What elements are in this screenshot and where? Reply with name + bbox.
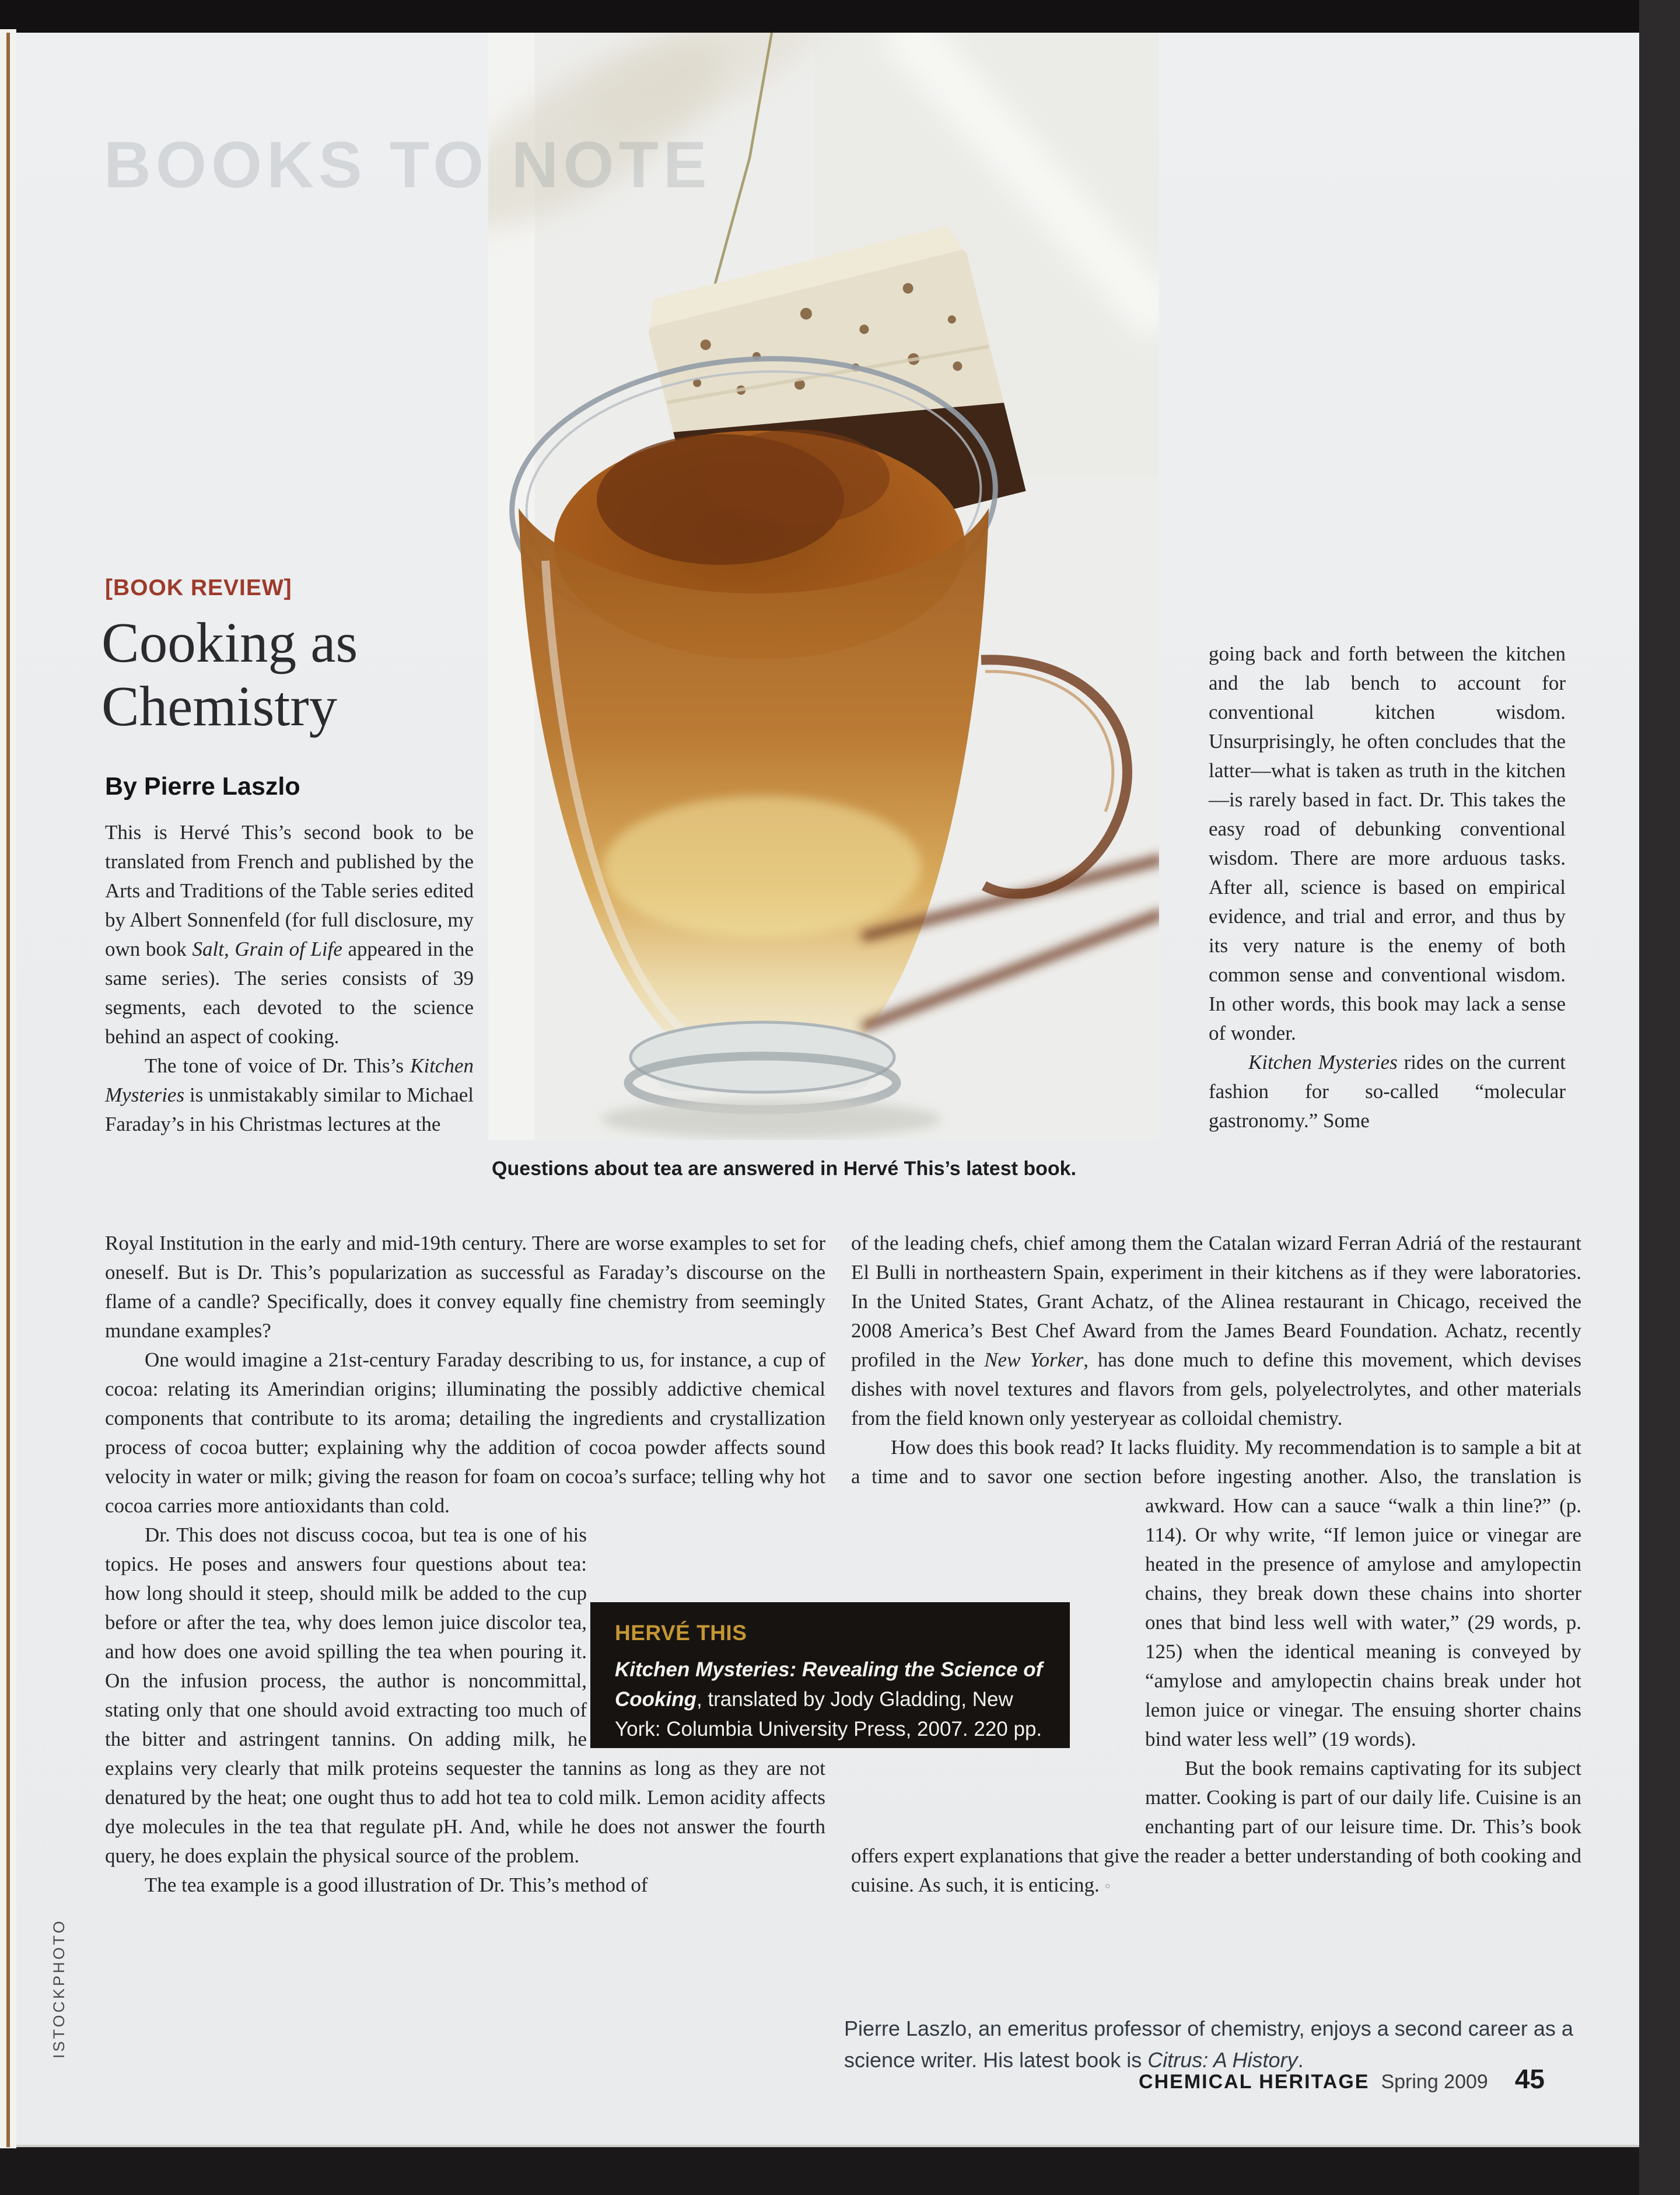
book-author: HERVÉ THIS [615, 1621, 747, 1645]
scan-border-top [0, 0, 1680, 33]
page-footer [1139, 2063, 1545, 2095]
page-spine-line [6, 33, 10, 2147]
issue-label: Spring 2009 [1381, 2071, 1488, 2093]
paragraph: The tone of voice of Dr. This’s Kitchen Mysteries is unmistakably similar to Michael Faraday’s in his Christmas lectures at the [105, 1054, 474, 1135]
paragraph: This is Hervé This’s second book to be translated from French and published by the Arts and Traditions of the Table series edited by Albert Sonnenfeld (for full disclosure, my own book Salt, Grain of Life appeared in the same series). The series consists of 39 segments, each devoted to the science behind an aspect of cooking. [105, 821, 474, 1048]
paragraph: The tea example is a good illustration of Dr. This’s method of [145, 1874, 648, 1896]
column-right-wide [851, 1229, 1581, 1901]
paragraph: Kitchen Mysteries rides on the current fashion for so-called “molecular gastronomy.” Some [1209, 1051, 1566, 1132]
ghost-section-heading: BOOKS TO NOTE [104, 128, 712, 201]
paragraph-text: “walk a thin line?” (p. 114). Or why write, “If lemon juice or vinegar are heated in the presence of amylose and amylopectin chains, they break down these chains into shorter ones that bind less well with water,” (29 words, p. 125) when the identical meaning is conveyed by “amylose and amylopectin chains break under hot lemon juice or vinegar. The ensuing shorter chains bind water less well” (19 words). [1145, 1494, 1581, 1750]
book-publisher: , translated by Jody Gladding, New York: Columbia University Press, 2007. 220 pp. [615, 1688, 1042, 1740]
paragraph: Royal Institution in the early and mid-19th century. There are worse examples to set for oneself. But is Dr. This’s popularization as successful as Faraday’s discourse on the flame of a candle? Specifically, does it convey equally fine chemistry from seemingly mundane examples? [105, 1232, 825, 1342]
paragraph-text: But the book remains captivating for its subject matter. Cooking is part of our daily life. Cuisine is an enchanting part of our leisure time. Dr. This’s book offers expert explanations that give the reader a better understanding of both cooking and cuisine. As such, it is enticing. [851, 1757, 1581, 1896]
author-bio: Pierre Laszlo, an emeritus professor of chemistry, enjoys a second career as a science writer. His latest book is Citrus: A History. [844, 2016, 1573, 2072]
paragraph: One would imagine a 21st-century Faraday describing to us, for instance, a cup of cocoa: relating its Amerindian origins; illuminating the possibly addictive chemical components that contribute to its aroma; detailing the ingredients and crystallization process of cocoa butter; explaining why the addition of cocoa powder affects sound velocity in water or milk; giving the reason for foam on cocoa’s surface; telling why hot cocoa carries more antioxidants than cold. [105, 1348, 825, 1517]
scan-border-bottom [0, 2147, 1680, 2195]
paragraph-text: How does this book read? It lacks fluidity. My recommendation is to sample a bit at a time and to savor one section before ingesting another. Also, the translation is awkward. How can a sauce [851, 1436, 1581, 1517]
byline: By Pierre Laszlo [105, 773, 300, 801]
paragraph-text: Dr. This does not discuss cocoa, but tea is one of his topics. He poses and answers four questions about tea: how long should it steep, should milk be added to the cup before or after the tea, why does lemon juice discolor tea, and how does one avoid spilling the tea when pouring it. On the infusion process, the author is noncommittal, stating only that one should avoid extracting too much of the bitter and astringent tannins. On adding milk, he explains very clearly that milk proteins sequester the tannins as long as they are not denatured by the heat; one ought thus to add hot tea to cold milk. Lemon acidity affects dye molecules in the tea that regulate pH. And, while he does not answer the fourth query, he does explain the physical source of the problem. [105, 1523, 825, 1867]
column-left-narrow [105, 818, 474, 1139]
paragraph: of the leading chefs, chief among them the Catalan wizard Ferran Adriá of the restaurant El Bulli in northeastern Spain, experiment in their kitchens as if they were laboratories. In the United States, Grant Achatz, of the Alinea restaurant in Chicago, received the 2008 America’s Best Chef Award from the James Beard Foundation. Achatz, recently profiled in the New Yorker, has done much to define this movement, which devises dishes with novel textures and flavors from gels, polyelectrolytes, and other materials from the field known only yesteryear as colloidal chemistry. [851, 1232, 1581, 1429]
paragraph: going back and forth between the kitchen and the lab bench to account for conventional kitchen wisdom. Unsurprisingly, he often concludes that the latter—what is taken as truth in the kitchen—is rarely based in fact. Dr. This takes the easy road of debunking conventional wisdom. There are more arduous tasks. After all, science is based on empirical evidence, and trial and error, and thus by its very nature is the enemy of both common sense and conventional wisdom. In other words, this book may lack a sense of wonder. [1209, 642, 1566, 1044]
page-title: Cooking as Chemistry [102, 611, 358, 738]
section-label: [BOOK REVIEW] [105, 575, 292, 600]
magazine-name: CHEMICAL HERITAGE [1139, 2071, 1370, 2093]
photo-credit: ISTOCKPHOTO [50, 1918, 68, 2058]
photo-caption: Questions about tea are answered in Hervé This’s latest book. [492, 1158, 1077, 1180]
page-number: 45 [1514, 2064, 1545, 2094]
end-of-article-mark: ◦ [1104, 1876, 1111, 1896]
page-bottom-edge [16, 2145, 1639, 2147]
column-right-narrow [1209, 639, 1566, 1135]
column-left-wide [105, 1229, 825, 1900]
book-info-box [590, 1602, 1070, 1748]
book-title: Kitchen Mysteries: Revealing the Science of Cooking [615, 1658, 1043, 1711]
book-details [615, 1655, 1046, 1744]
lemon-glow [604, 796, 921, 938]
scan-border-right [1639, 0, 1680, 2195]
